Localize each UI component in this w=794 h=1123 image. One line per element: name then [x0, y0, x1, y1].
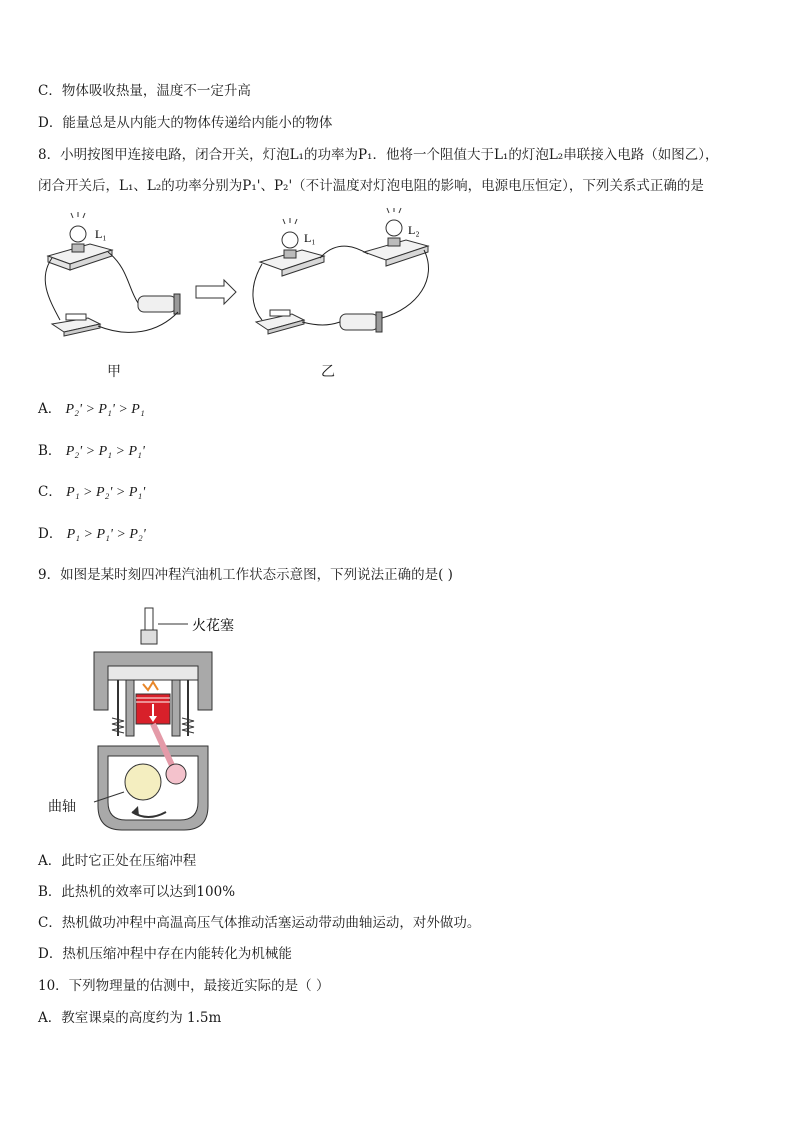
q8-option-c: [38, 483, 145, 502]
q9-option-a: A．此时它正处在压缩冲程: [38, 853, 197, 869]
q8-option-a-formula: P₂' > P₁' > P₁: [65, 402, 145, 417]
q9-stem: 9．如图是某时刻四冲程汽油机工作状态示意图，下列说法正确的是( ): [38, 567, 453, 583]
label-crankshaft: 曲轴: [48, 799, 76, 815]
caption-yi: 乙: [321, 364, 335, 380]
q8-option-a: [38, 400, 145, 419]
q10-stem: 10．下列物理量的估测中，最接近实际的是（ ）: [38, 978, 330, 994]
circuit-yi: [253, 208, 429, 334]
q8-option-c-formula: P₁ > P₂' > P₁': [66, 485, 146, 500]
q7-option-d: D．能量总是从内能大的物体传递给内能小的物体: [38, 115, 333, 131]
q8-option-b-formula: P₂' > P₁ > P₁': [65, 444, 145, 459]
q8-option-d: [38, 525, 146, 544]
arrow-icon: [196, 280, 236, 304]
engine-figure: [48, 606, 258, 836]
q9-option-c: C．热机做功冲程中高温高压气体推动活塞运动带动曲轴运动，对外做功。: [38, 915, 481, 931]
q8-stem-line1: 8．小明按图甲连接电路，闭合开关，灯泡L₁的功率为P₁．他将一个阻值大于L₁的灯泡L₂串联接入电路（如图乙），: [38, 147, 719, 163]
q8-option-c-prefix: C．: [38, 484, 62, 500]
q9-option-b: B．此热机的效率可以达到100%: [38, 884, 236, 900]
circuit-jia: [45, 212, 180, 336]
label-L2: L₂: [408, 223, 420, 237]
label-L1: L₁: [95, 227, 107, 241]
q8-circuit-figure: [38, 208, 420, 348]
caption-jia: 甲: [107, 364, 121, 380]
q8-stem-line2: 闭合开关后，L₁、L₂的功率分别为P₁'、P₂'（不计温度对灯泡电阻的影响，电源电压恒定），下列关系式正确的是: [38, 178, 704, 194]
q8-option-a-prefix: A．: [38, 401, 62, 417]
q7-option-c: C．物体吸收热量，温度不一定升高: [38, 83, 251, 99]
q10-option-a: A．教室课桌的高度约为 1.5m: [38, 1010, 222, 1026]
label-spark-plug: 火花塞: [192, 618, 234, 634]
q8-option-d-prefix: D．: [38, 526, 63, 542]
label-L1-yi: L₁: [304, 231, 316, 245]
q8-option-b-prefix: B．: [38, 443, 62, 459]
q9-option-d: D．热机压缩冲程中存在内能转化为机械能: [38, 946, 292, 962]
q8-option-d-formula: P₁ > P₁' > P₂': [66, 527, 146, 542]
q8-option-b: [38, 442, 145, 461]
